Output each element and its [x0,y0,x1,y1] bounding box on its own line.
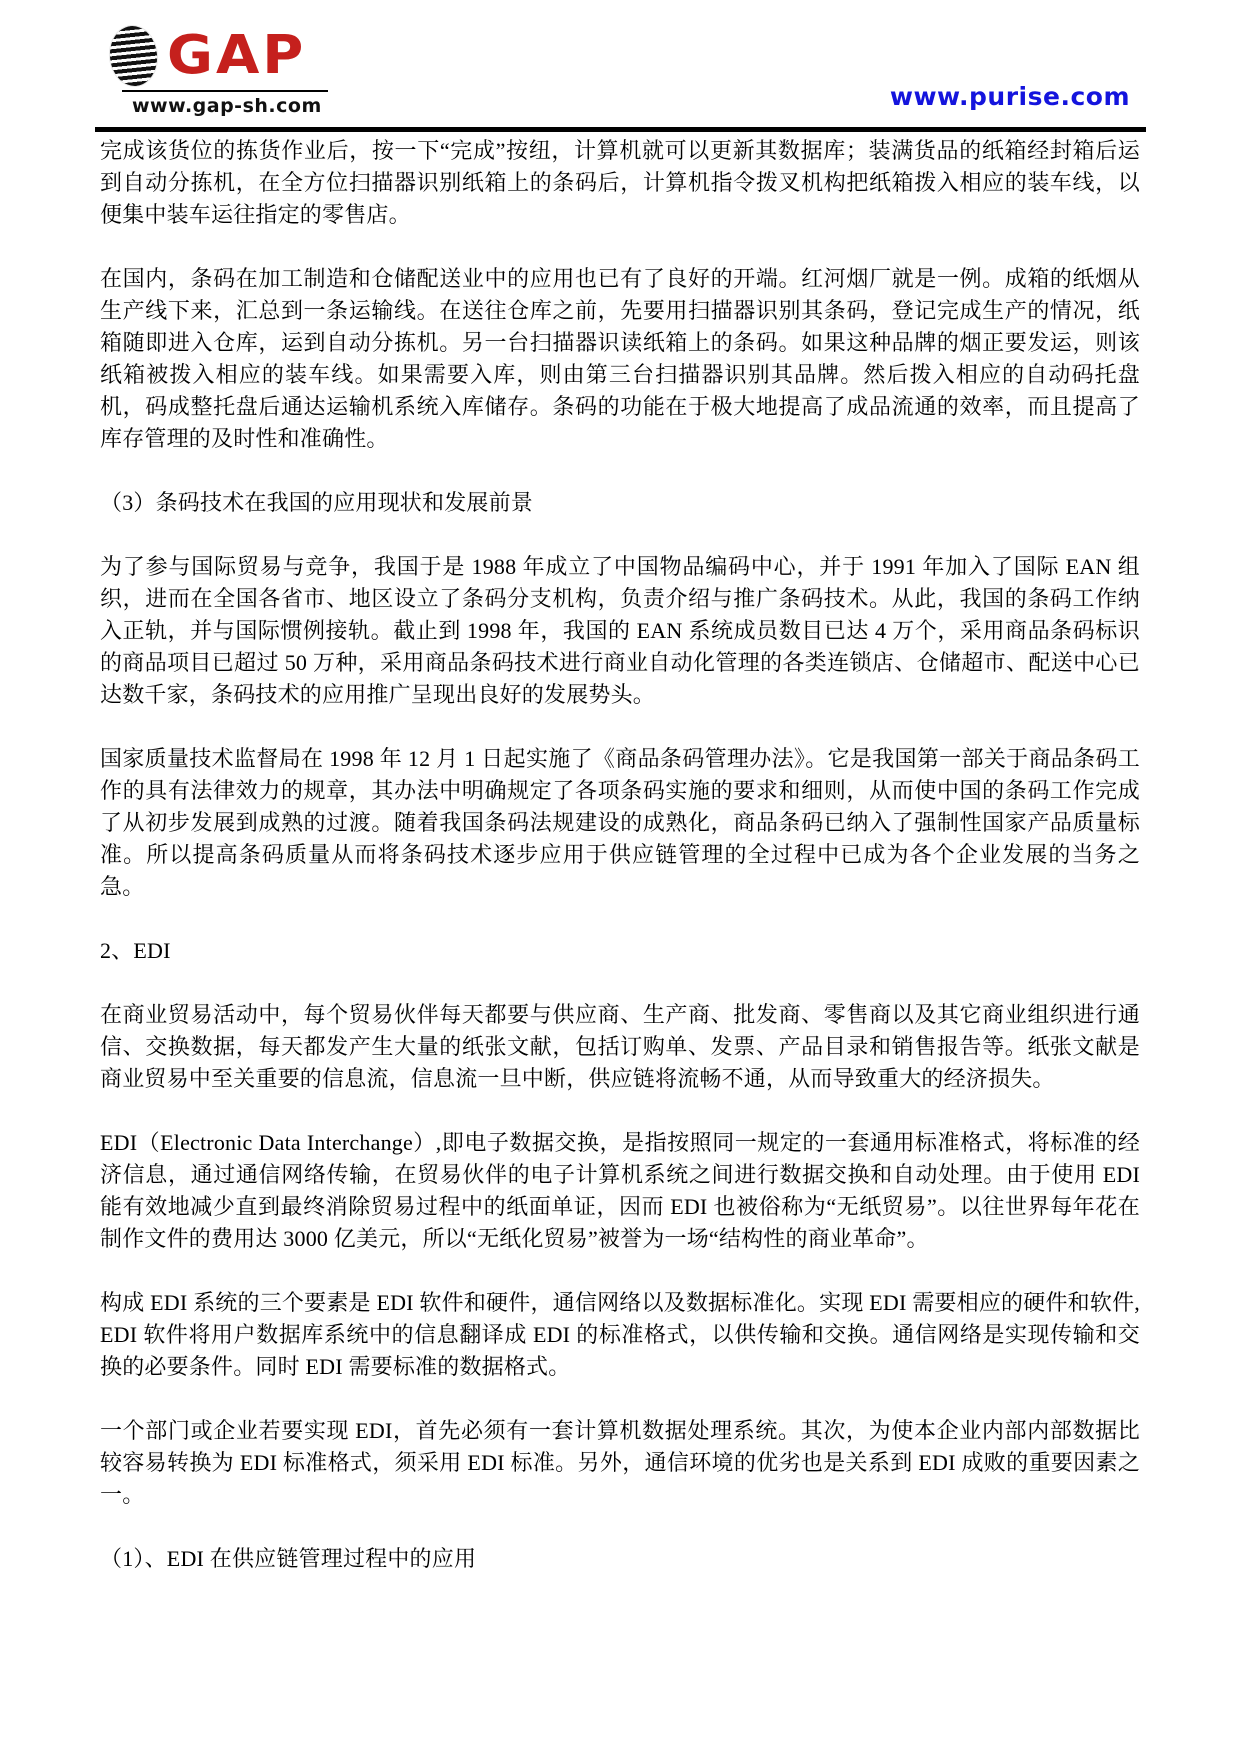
paragraph: 完成该货位的拣货作业后，按一下“完成”按纽，计算机就可以更新其数据库；装满货品的纸箱经封箱后运到自动分拣机，在全方位扫描器识别纸箱上的条码后，计算机指令拨叉机构把纸箱拨入相应的装车线，以便集中装车运往指定的零售店。 [100,138,1140,227]
paragraph: 为了参与国际贸易与竞争，我国于是 1988 年成立了中国物品编码中心，并于 1991 年加入了国际 EAN 组织，进而在全国各省市、地区设立了条码分支机构，负责介绍与推广条码技术。从此，我国的条码工作纳入正轨，并与国际惯例接轨。截止到 1998 年，我国的 EAN 系统成员数目已达 4 万个，采用商品条码标识的商品项目已超过 50 万种，采用商品条码技术进行商业自动化管理的各类连锁店、仓储超市、配送中心已达数千家，条码技术的应用推广呈现出良好的发展势头。 [100,554,1140,707]
gap-logo-text: GAP [167,24,307,87]
paragraph: 在国内，条码在加工制造和仓储配送业中的应用也已有了良好的开端。红河烟厂就是一例。成箱的纸烟从生产线下来，汇总到一条运输线。在送往仓库之前，先要用扫描器识别其条码，登记完成生产的情况，纸箱随即进入仓库，运到自动分拣机。另一台扫描器识读纸箱上的条码。如果这种品牌的烟正要发运，则该纸箱被拨入相应的装车线。如果需要入库，则由第三台扫描器识别其品牌。然后拨入相应的自动码托盘机，码成整托盘后通达运输机系统入库储存。条码的功能在于极大地提高了成品流通的效率，而且提高了库存管理的及时性和准确性。 [100,266,1140,451]
section-heading: 2、EDI [100,938,171,963]
page-header [0,0,1241,132]
section-heading: （1）、EDI 在供应链管理过程中的应用 [100,1546,477,1571]
paragraph: 构成 EDI 系统的三个要素是 EDI 软件和硬件，通信网络以及数据标准化。实现 EDI 需要相应的硬件和软件,EDI 软件将用户数据库系统中的信息翻译成 EDI 的标准格式，以供传输和交换。通信网络是实现传输和交换的必要条件。同时 EDI 需要标准的数据格式。 [100,1290,1140,1379]
purise-site-link[interactable]: www.purise.com [889,82,1130,111]
gap-site-url: www.gap-sh.com [132,95,322,117]
gap-logo [110,26,328,117]
paragraph: EDI（Electronic Data Interchange）,即电子数据交换，是指按照同一规定的一套通用标准格式，将标准的经济信息，通过通信网络传输，在贸易伙伴的电子计算机系统之间进行数据交换和自动处理。由于使用 EDI 能有效地减少直到最终消除贸易过程中的纸面单证，因而 EDI 也被俗称为“无纸贸易”。以往世界每年花在制作文件的费用达 3000 亿美元，所以“无纸化贸易”被誉为一场“结构性的商业革命”。 [100,1130,1140,1251]
header-divider [95,127,1146,132]
document-body [0,132,1241,1575]
paragraph: 一个部门或企业若要实现 EDI，首先必须有一套计算机数据处理系统。其次，为使本企业内部内部数据比较容易转换为 EDI 标准格式，须采用 EDI 标准。另外，通信环境的优劣也是关系到 EDI 成败的重要因素之一。 [100,1418,1140,1507]
logo-underline [122,90,328,92]
globe-icon [107,24,160,89]
section-heading: （3）条码技术在我国的应用现状和发展前景 [100,490,534,515]
paragraph: 在商业贸易活动中，每个贸易伙伴每天都要与供应商、生产商、批发商、零售商以及其它商业组织进行通信、交换数据，每天都发产生大量的纸张文献，包括订购单、发票、产品目录和销售报告等。纸张文献是商业贸易中至关重要的信息流，信息流一旦中断，供应链将流畅不通，从而导致重大的经济损失。 [100,1002,1140,1091]
paragraph: 国家质量技术监督局在 1998 年 12 月 1 日起实施了《商品条码管理办法》。它是我国第一部关于商品条码工作的具有法律效力的规章，其办法中明确规定了各项条码实施的要求和细则，从而使中国的条码工作完成了从初步发展到成熟的过渡。随着我国条码法规建设的成熟化，商品条码已纳入了强制性国家产品质量标准。所以提高条码质量从而将条码技术逐步应用于供应链管理的全过程中已成为各个企业发展的当务之急。 [100,746,1140,899]
